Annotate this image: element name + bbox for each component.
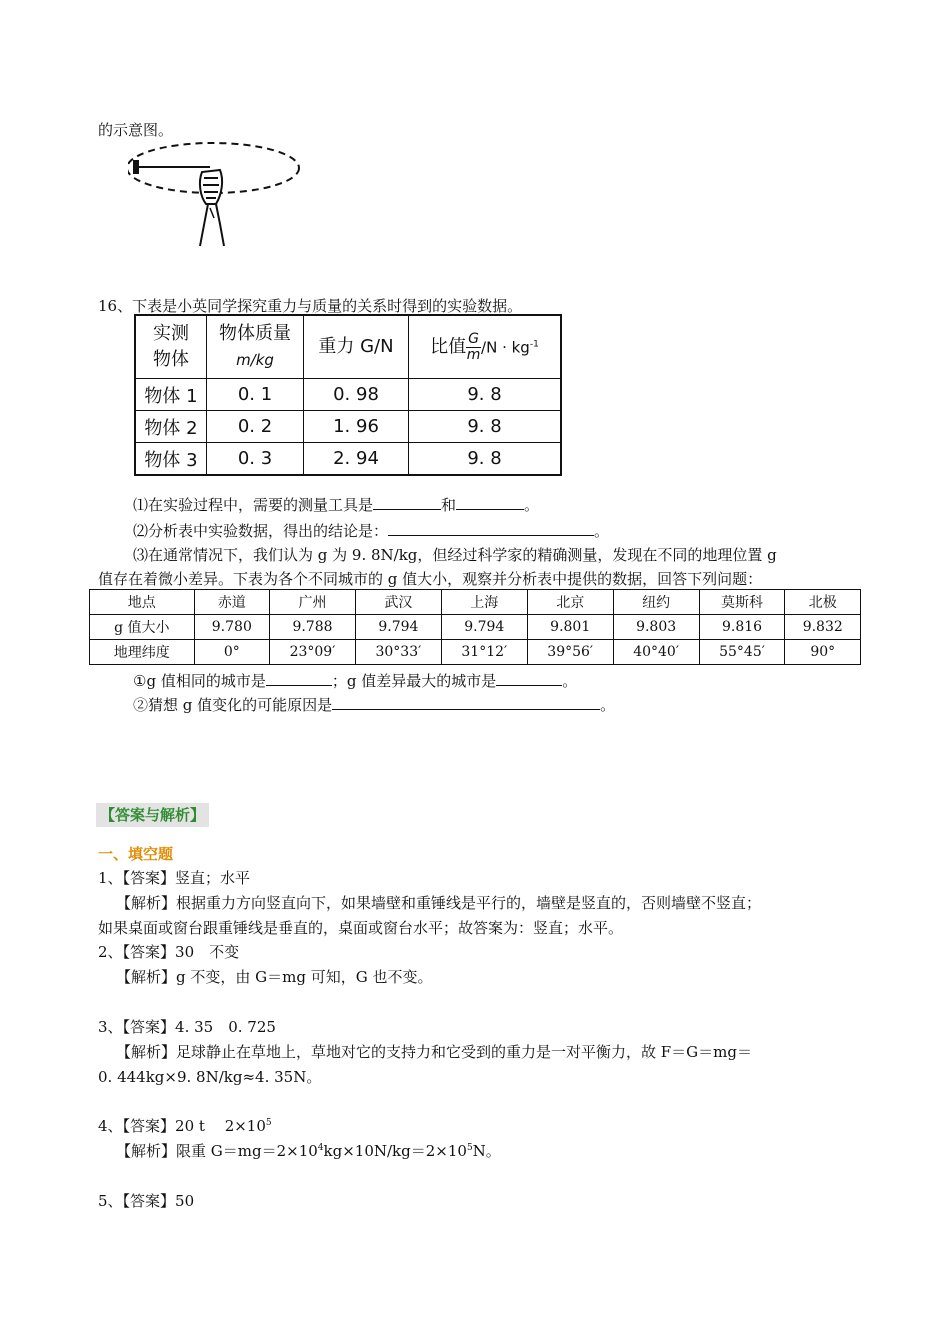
answer-blank[interactable] (266, 670, 332, 686)
q16-sub1: ①g 值相同的城市是 ；g 值差异最大的城市是 。 (133, 672, 578, 690)
circular-motion-figure (128, 138, 308, 250)
header-weight: 重力 G/N (304, 315, 409, 379)
answer-blank[interactable] (496, 670, 562, 686)
q16-part2: ⑵分析表中实验数据，得出的结论是： 。 (133, 522, 610, 540)
answers-title: 【答案与解析】 (96, 803, 209, 827)
q16-part1: ⑴在实验过程中，需要的测量工具是 和 。 (133, 496, 540, 514)
mass-weight-table (134, 314, 562, 476)
answer-3: 3、【答案】4. 35 0. 725 (98, 1018, 276, 1036)
answer-5: 5、【答案】50 (98, 1192, 195, 1210)
q16-sub2: ②猜想 g 值变化的可能原因是 。 (133, 696, 616, 714)
explanation-3-line2: 0. 444kg×9. 8N/kg≈4. 35N。 (98, 1068, 322, 1086)
explanation-3-line1: 【解析】足球静止在草地上，草地对它的支持力和它受到的重力是一对平衡力，故 F＝G＝mg＝ (116, 1043, 752, 1061)
table-row: 地点 赤道 广州 武汉 上海 北京 纽约 莫斯科 北极 (90, 590, 861, 615)
answer-4: 4、【答案】20 t $2\times 10^5$ (98, 1117, 272, 1135)
explanation-1-line2: 如果桌面或窗台跟重锤线是垂直的，桌面或窗台水平；故答案为：竖直；水平。 (98, 919, 624, 937)
q16-part3-line2: 值存在着微小差异。下表为各个不同城市的 g 值大小，观察并分析表中提供的数据，回答下列问题： (98, 570, 763, 588)
table-row: 地理纬度 0° 23°09′ 30°33′ 31°12′ 39°56′ 40°40′ 55°45′ 90° (90, 640, 861, 665)
table-row: g 值大小 9.780 9.788 9.794 9.794 9.801 9.803 9.816 9.832 (90, 615, 861, 640)
intro-tail: 的示意图。 (98, 121, 174, 139)
answer-blank[interactable] (373, 494, 441, 510)
answer-2: 2、【答案】30 不变 (98, 943, 240, 961)
q16-title: 16、下表是小英同学探究重力与质量的关系时得到的实验数据。 (98, 297, 523, 315)
answer-blank[interactable] (456, 494, 524, 510)
table-row: 物体 3 0. 3 2. 94 9. 8 (135, 443, 561, 476)
explanation-1-line1: 【解析】根据重力方向竖直向下，如果墙壁和重锤线是平行的，墙壁是竖直的，否则墙壁不竖直； (116, 894, 762, 912)
table-row: 物体 1 0. 1 0. 98 9. 8 (135, 379, 561, 411)
answer-blank[interactable] (332, 694, 600, 710)
city-g-table (89, 589, 861, 665)
header-ratio: 比值 $\frac{G}{m}$ $/N \cdot kg^{-1}$ (409, 315, 562, 379)
header-object: 实测 物体 (135, 315, 207, 379)
answer-blank[interactable] (388, 520, 594, 536)
q16-part3-line1: ⑶在通常情况下，我们认为 g 为 9. 8N/kg，但经过科学家的精确测量，发现在不同的地理位置 g (133, 546, 777, 564)
explanation-2: 【解析】g 不变，由 G＝mg 可知，G 也不变。 (116, 968, 433, 986)
explanation-4: 【解析】限重 $G=mg=2\times 10^4kg\times 10N/kg=2\times 10^5N$。 (116, 1142, 501, 1160)
header-mass: 物体质量 m/kg (207, 315, 304, 379)
section-title: 一、填空题 (98, 845, 174, 863)
table-row: 物体 2 0. 2 1. 96 9. 8 (135, 411, 561, 443)
answer-1: 1、【答案】竖直；水平 (98, 869, 251, 887)
